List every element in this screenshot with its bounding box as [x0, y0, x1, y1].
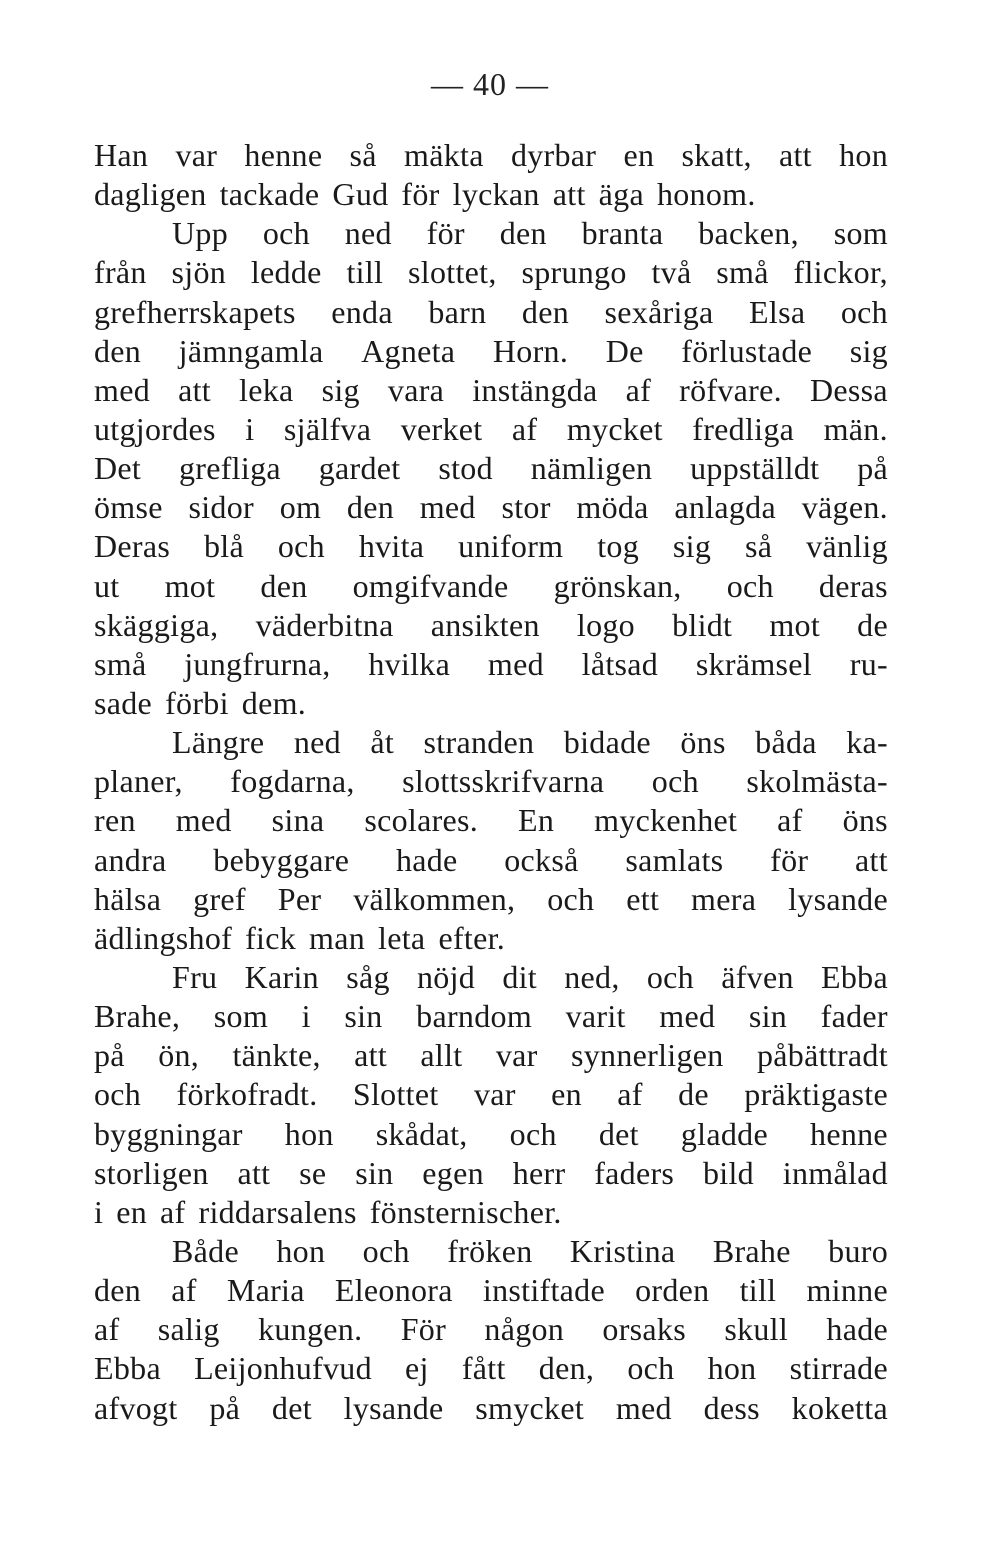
word: åt: [370, 724, 395, 761]
word: synnerligen: [571, 1037, 724, 1074]
text-line: [94, 175, 888, 214]
word: välkommen,: [353, 880, 516, 917]
word: på: [857, 450, 888, 487]
word: till: [739, 1272, 777, 1309]
word: grönskan,: [553, 567, 682, 604]
word: var: [175, 137, 218, 173]
word: slottet,: [408, 254, 497, 291]
word: det: [271, 1389, 312, 1426]
word: för: [426, 215, 465, 252]
word: tänkte,: [232, 1037, 321, 1074]
word: instiftade: [482, 1272, 605, 1309]
text-line: [94, 1154, 888, 1193]
text-line: [94, 919, 888, 958]
text-line: [94, 371, 888, 410]
word: dit: [502, 958, 537, 995]
word: så: [349, 137, 377, 173]
word: Brahe,: [94, 998, 181, 1035]
text-line: [94, 1310, 888, 1349]
word: och: [277, 528, 325, 565]
word: af: [94, 1311, 120, 1348]
word: Ebba: [94, 1350, 161, 1387]
text-line: [94, 1193, 888, 1232]
word: Per: [277, 880, 322, 917]
text-line: [94, 801, 888, 840]
word: och: [362, 1232, 410, 1269]
word: Karin: [244, 958, 319, 995]
word: hon: [284, 1115, 334, 1152]
text-line: [94, 880, 888, 919]
word: hvilka: [368, 645, 451, 682]
word: bild: [702, 1154, 754, 1191]
word: ett: [626, 880, 660, 917]
word: att: [552, 176, 586, 213]
word: vara: [387, 371, 445, 408]
word: instängda: [472, 371, 598, 408]
word: mäkta: [404, 137, 484, 173]
word: ru-: [849, 645, 888, 682]
word: hälsa: [94, 880, 162, 917]
word: hon: [839, 137, 888, 173]
word: faders: [594, 1154, 675, 1191]
word: sig: [849, 332, 888, 369]
word: i: [94, 1193, 104, 1230]
word: äfven: [721, 958, 794, 995]
word: leka: [239, 371, 294, 408]
word: för: [401, 176, 440, 213]
word: planer,: [94, 763, 183, 800]
word: och: [547, 880, 595, 917]
word: någon: [484, 1311, 565, 1348]
word: ansikten: [430, 606, 540, 643]
word: nämligen: [530, 450, 653, 487]
word: hade: [395, 841, 458, 878]
word: den: [521, 293, 570, 330]
word: Längre: [172, 724, 265, 761]
word: dyrbar: [510, 137, 597, 173]
word: sina: [271, 802, 325, 839]
word: den: [346, 489, 395, 526]
word: skolmästa-: [746, 763, 888, 800]
word: koketta: [791, 1389, 888, 1426]
word: från: [94, 254, 147, 291]
text-line: [94, 958, 888, 997]
word: vägen.: [801, 489, 888, 526]
word: lysande: [788, 880, 888, 917]
text-line: [94, 410, 888, 449]
word: anlagda: [674, 489, 776, 526]
word: hon: [276, 1232, 326, 1269]
word: uppställdt: [690, 450, 820, 487]
word: stranden: [423, 724, 535, 761]
word: och: [646, 958, 694, 995]
word: utgjordes: [94, 410, 216, 447]
word: på: [94, 1037, 125, 1074]
word: deras: [818, 567, 888, 604]
word: hon: [707, 1350, 757, 1387]
word: En: [518, 802, 555, 839]
word: skatt,: [681, 137, 752, 173]
text-line: [94, 1349, 888, 1388]
word: af: [171, 1272, 197, 1309]
word: att: [855, 841, 888, 878]
word: Slottet: [352, 1076, 439, 1113]
word: slottsskrifvarna: [402, 763, 605, 800]
word: afvogt: [94, 1389, 178, 1426]
word: Maria: [226, 1272, 305, 1309]
word: allt: [420, 1037, 463, 1074]
word: byggningar: [94, 1115, 243, 1152]
word: ädlingshof: [94, 919, 233, 956]
text-line: [94, 762, 888, 801]
word: var: [495, 1037, 538, 1074]
word: med: [175, 802, 232, 839]
text-line: [94, 645, 888, 684]
text-line: [94, 997, 888, 1036]
word: ned,: [564, 958, 620, 995]
word: med: [419, 489, 476, 526]
word: gref: [193, 880, 246, 917]
word: ej: [405, 1350, 429, 1387]
word: män.: [823, 410, 888, 447]
word: förlustade: [681, 332, 813, 369]
word: en: [551, 1076, 582, 1113]
word: salig: [157, 1311, 220, 1348]
word: öns: [680, 724, 726, 761]
word: Kristina: [569, 1232, 676, 1269]
word: den: [260, 567, 308, 604]
word: och: [262, 215, 310, 252]
text-line: [94, 841, 888, 880]
word: en: [623, 137, 655, 173]
word: gardet: [318, 450, 401, 487]
word: man: [309, 919, 366, 956]
word: den: [499, 215, 547, 252]
word: förkofradt.: [176, 1076, 318, 1113]
word: skäggiga,: [94, 606, 219, 643]
word: herr: [512, 1154, 566, 1191]
word: Gud: [332, 176, 389, 213]
word: den,: [538, 1350, 595, 1387]
word: uniform: [458, 528, 564, 565]
word: Dessa: [810, 371, 888, 408]
word: lyckan: [452, 176, 540, 213]
word: att: [237, 1154, 271, 1191]
word: och: [94, 1076, 142, 1113]
word: på: [209, 1389, 241, 1426]
text-line: [94, 1389, 888, 1428]
word: sprungo: [521, 254, 627, 291]
word: Elsa: [749, 293, 806, 330]
word: backen,: [698, 215, 799, 252]
word: väderbitna: [255, 606, 394, 643]
word: små: [94, 645, 147, 682]
word: och: [627, 1350, 675, 1387]
word: och: [651, 763, 699, 800]
text-line: [94, 214, 888, 253]
word: tackade: [219, 176, 320, 213]
word: till: [346, 254, 384, 291]
word: lysande: [343, 1389, 444, 1426]
word: grefherrskapets: [94, 293, 296, 330]
word: storligen: [94, 1154, 209, 1191]
word: som: [213, 998, 269, 1035]
word: stor: [501, 489, 551, 526]
word: blidt: [672, 606, 733, 643]
word: präktigaste: [744, 1076, 888, 1113]
word: äga: [598, 176, 644, 213]
text-line: [94, 488, 888, 527]
word: i: [301, 998, 311, 1035]
word: samlats: [625, 841, 724, 878]
word: ren: [94, 802, 136, 839]
word: orsaks: [602, 1311, 686, 1348]
word: smycket: [475, 1389, 585, 1426]
word: Agneta: [361, 332, 456, 369]
word: varit: [565, 998, 626, 1035]
word: Deras: [94, 528, 171, 565]
word: de: [678, 1076, 709, 1113]
word: ledde: [250, 254, 322, 291]
word: blå: [203, 528, 244, 565]
text-line: [94, 253, 888, 292]
word: verket: [400, 410, 483, 447]
word: tog: [597, 528, 640, 565]
word: ön,: [158, 1037, 200, 1074]
word: påbättradt: [756, 1037, 888, 1074]
word: fick: [245, 919, 297, 956]
word: dess: [703, 1389, 760, 1426]
word: fönsternischer.: [369, 1193, 562, 1230]
word: skådat,: [375, 1115, 468, 1152]
word: Horn.: [492, 332, 569, 369]
text-line: [94, 684, 888, 723]
word: så: [744, 528, 773, 565]
word: För: [400, 1311, 447, 1348]
word: enda: [331, 293, 393, 330]
word: den: [94, 332, 142, 369]
word: barn: [428, 293, 487, 330]
text-line: [94, 1232, 888, 1271]
word: Fru: [172, 958, 218, 995]
word: och: [726, 567, 774, 604]
word: för: [770, 841, 809, 878]
text-line: [94, 1115, 888, 1154]
word: såg: [346, 958, 390, 995]
word: var: [473, 1076, 516, 1113]
word: fogdarna,: [230, 763, 355, 800]
word: sin: [355, 1154, 394, 1191]
word: och: [509, 1115, 557, 1152]
word: leta: [378, 919, 426, 956]
text-line: [94, 723, 888, 762]
word: myckenhet: [594, 802, 738, 839]
text-line: [94, 293, 888, 332]
word: se: [299, 1154, 327, 1191]
text-line: [94, 332, 888, 371]
word: med: [94, 371, 150, 408]
word: flickor,: [793, 254, 888, 291]
word: Eleonora: [334, 1272, 453, 1309]
word: honom.: [656, 176, 756, 213]
word: ömse: [94, 489, 163, 526]
word: röfvare.: [679, 371, 782, 408]
text-line: [94, 136, 888, 175]
word: sin: [344, 998, 383, 1035]
word: två: [651, 254, 692, 291]
word: Ebba: [821, 958, 888, 995]
word: vänlig: [806, 528, 888, 565]
word: af: [511, 410, 538, 447]
word: De: [605, 332, 644, 369]
word: de: [857, 606, 888, 643]
text-line: [94, 1036, 888, 1075]
word: fader: [820, 998, 888, 1035]
word: mot: [164, 567, 216, 604]
word: henne: [244, 137, 323, 173]
word: minne: [806, 1272, 888, 1309]
word: dagligen: [94, 176, 207, 213]
word: Brahe: [712, 1232, 791, 1269]
word: stirrade: [789, 1350, 888, 1387]
word: i: [245, 410, 255, 447]
word: skrämsel: [695, 645, 812, 682]
word: ned: [293, 724, 341, 761]
word: själfva: [283, 410, 372, 447]
text-line: [94, 527, 888, 566]
word: stod: [438, 450, 493, 487]
page-number: — 40 —: [431, 66, 549, 102]
word: barndom: [416, 998, 533, 1035]
word: grefliga: [178, 450, 281, 487]
word: att: [778, 137, 812, 173]
word: branta: [581, 215, 664, 252]
word: sade: [94, 684, 153, 721]
word: och: [840, 293, 888, 330]
word: sjön: [171, 254, 227, 291]
word: att: [178, 371, 211, 408]
word: Det: [94, 450, 142, 487]
word: hvita: [358, 528, 425, 565]
word: dem.: [241, 684, 307, 721]
word: sig: [321, 371, 360, 408]
word: riddarsalens: [198, 1193, 357, 1230]
word: förbi: [165, 684, 229, 721]
word: med: [615, 1389, 672, 1426]
word: sidor: [188, 489, 254, 526]
word: fredliga: [692, 410, 795, 447]
word: orden: [635, 1272, 710, 1309]
word: den: [94, 1272, 142, 1309]
word: också: [504, 841, 579, 878]
word: kungen.: [258, 1311, 363, 1348]
word: andra: [94, 841, 167, 878]
word: jungfrurna,: [184, 645, 331, 682]
word: Upp: [172, 215, 229, 252]
word: att: [354, 1037, 388, 1074]
word: båda: [755, 724, 817, 761]
word: omgifvande: [352, 567, 509, 604]
word: möda: [576, 489, 649, 526]
word: efter.: [438, 919, 506, 956]
word: sin: [748, 998, 788, 1035]
word: en: [116, 1193, 148, 1230]
word: nöjd: [416, 958, 476, 995]
word: sexåriga: [604, 293, 714, 330]
text-line: [94, 1271, 888, 1310]
word: af: [160, 1193, 186, 1230]
text-line: [94, 606, 888, 645]
word: skull: [724, 1311, 789, 1348]
word: med: [487, 645, 544, 682]
word: ka-: [846, 724, 888, 761]
text-line: [94, 1075, 888, 1114]
word: fått: [461, 1350, 506, 1387]
word: inmålad: [782, 1154, 888, 1191]
word: henne: [810, 1115, 888, 1152]
word: egen: [422, 1154, 484, 1191]
word: af: [777, 802, 803, 839]
word: bebyggare: [213, 841, 350, 878]
word: som: [833, 215, 888, 252]
word: hade: [826, 1311, 888, 1348]
word: öns: [842, 802, 888, 839]
word: Han: [94, 137, 149, 173]
word: buro: [828, 1232, 888, 1269]
word: mera: [691, 880, 757, 917]
word: mot: [769, 606, 821, 643]
word: det: [598, 1115, 639, 1152]
word: Leijonhufvud: [194, 1350, 372, 1387]
word: med: [659, 998, 716, 1035]
word: gladde: [680, 1115, 768, 1152]
word: låtsad: [581, 645, 659, 682]
word: ned: [344, 215, 392, 252]
word: logo: [576, 606, 635, 643]
text-line: [94, 449, 888, 488]
word: Både: [172, 1232, 239, 1269]
body-text: [94, 136, 888, 1428]
word: bidade: [563, 724, 651, 761]
text-line: [94, 567, 888, 606]
word: jämngamla: [178, 332, 324, 369]
word: fröken: [447, 1232, 533, 1269]
word: om: [279, 489, 322, 526]
word: sig: [672, 528, 712, 565]
word: af: [617, 1076, 643, 1113]
word: af: [625, 371, 652, 408]
word: ut: [94, 567, 120, 604]
word: små: [716, 254, 769, 291]
word: scolares.: [364, 802, 479, 839]
word: mycket: [566, 410, 663, 447]
